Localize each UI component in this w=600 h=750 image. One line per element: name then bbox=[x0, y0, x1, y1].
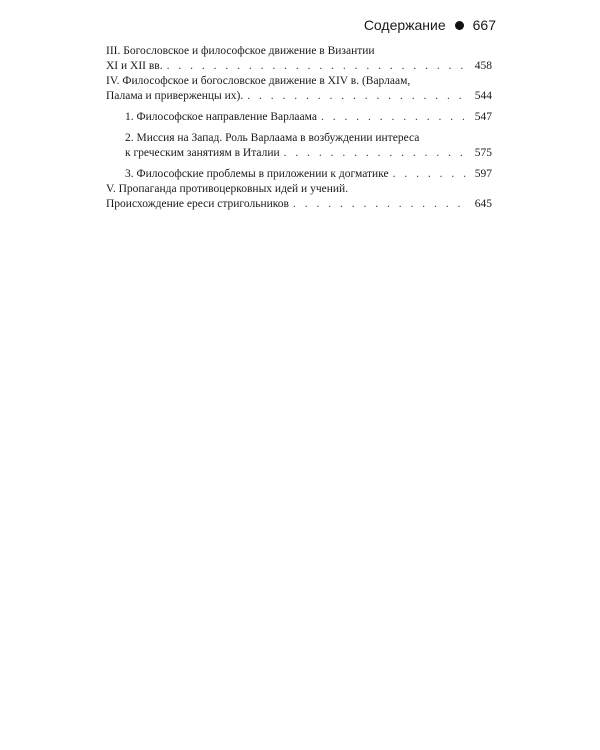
toc-entry-text: IV. Философское и богословское движение в XIV в. (Варлаам, bbox=[106, 75, 411, 87]
toc-entry-v bbox=[106, 182, 492, 212]
toc-page-number: 547 bbox=[474, 111, 492, 123]
toc-entry-iii bbox=[106, 44, 492, 74]
toc-entry-iv-2 bbox=[106, 131, 492, 161]
bullet-icon bbox=[455, 21, 464, 30]
leader-dots bbox=[321, 110, 466, 125]
toc-entry-text: 2. Миссия на Запад. Роль Варлаама в возбуждении интереса bbox=[125, 132, 420, 144]
toc-entry-text: 3. Философские проблемы в приложении к догматике bbox=[125, 168, 389, 180]
section-title: Содержание bbox=[363, 17, 446, 33]
running-header bbox=[364, 17, 496, 33]
toc-entry-iv-1 bbox=[106, 110, 492, 125]
toc-entry-iv bbox=[106, 74, 492, 104]
leader-dots bbox=[293, 197, 466, 212]
toc-page-number: 645 bbox=[474, 198, 492, 210]
leader-dots bbox=[284, 146, 466, 161]
toc-entry-text: 1. Философское направление Варлаама bbox=[125, 111, 317, 123]
toc-entry-text: к греческим занятиям в Италии bbox=[125, 147, 280, 159]
toc-page-number: 597 bbox=[474, 168, 492, 180]
toc-entry-text: III. Богословское и философское движение в Византии bbox=[106, 45, 375, 57]
toc-entry-text: XI и XII вв. bbox=[106, 60, 163, 72]
toc-page-number: 544 bbox=[474, 90, 492, 102]
toc-page-number: 575 bbox=[474, 147, 492, 159]
table-of-contents bbox=[106, 44, 492, 212]
toc-entry-text: V. Пропаганда противоцерковных идей и учений. bbox=[106, 183, 349, 195]
toc-entry-text: Происхождение ереси стригольников bbox=[106, 198, 289, 210]
page-number: 667 bbox=[472, 17, 496, 33]
leader-dots bbox=[167, 59, 466, 74]
leader-dots bbox=[393, 167, 466, 182]
toc-entry-iv-3 bbox=[106, 167, 492, 182]
toc-entry-text: Палама и приверженцы их). bbox=[106, 90, 244, 102]
leader-dots bbox=[247, 89, 466, 104]
toc-page-number: 458 bbox=[474, 60, 492, 72]
